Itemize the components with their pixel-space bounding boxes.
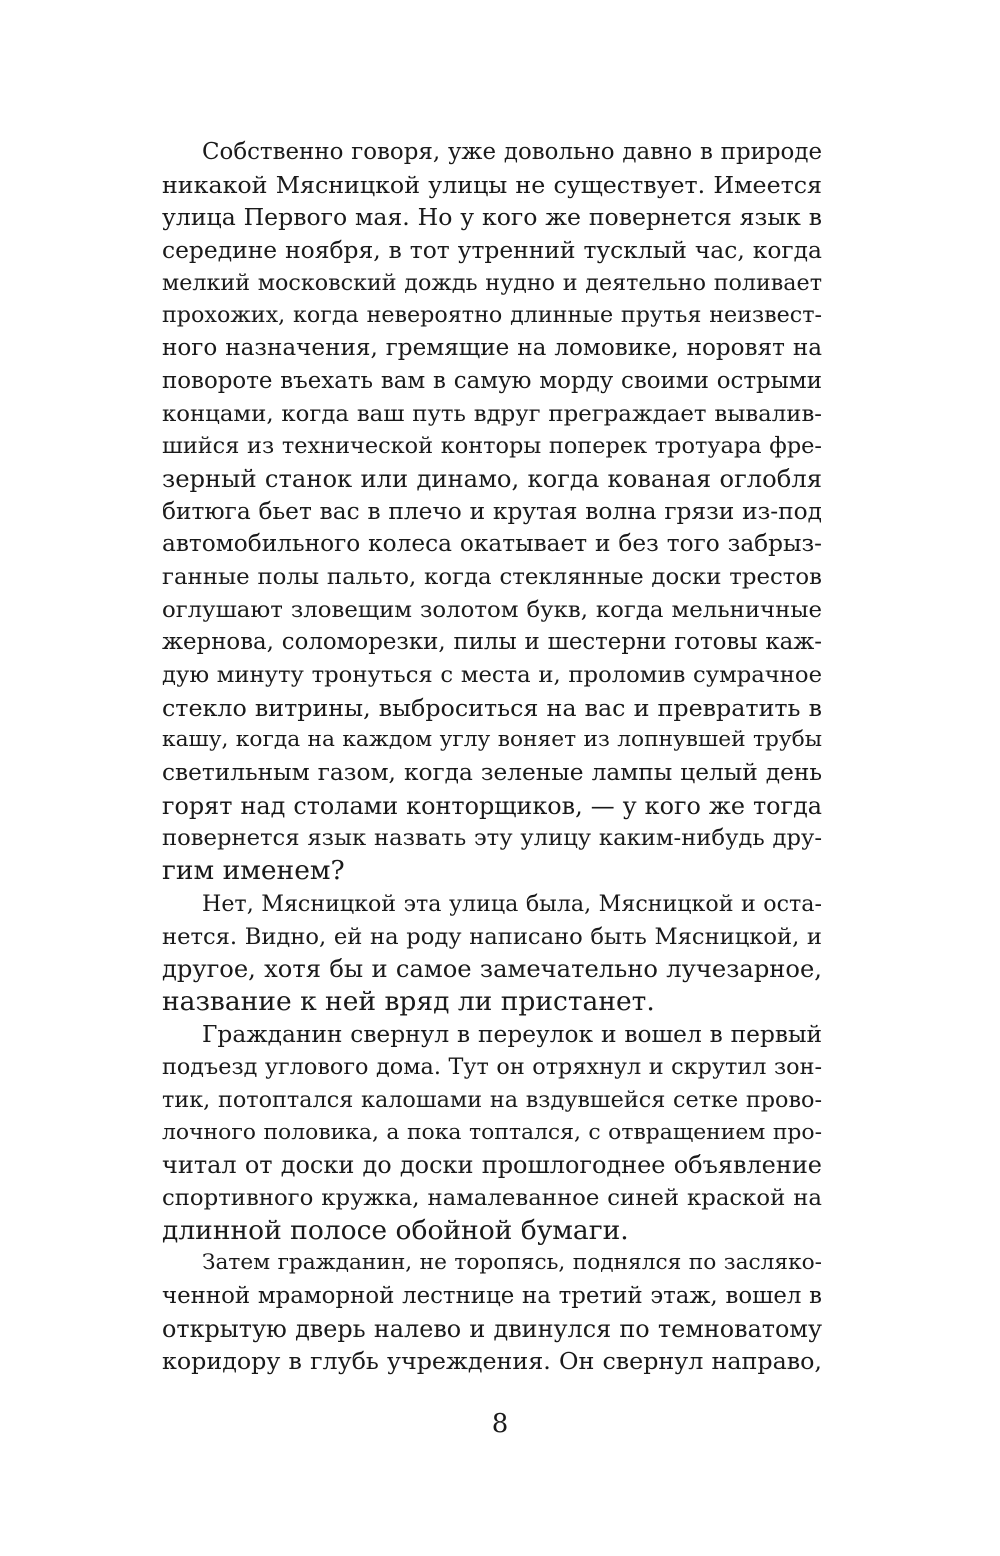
text-line: ченной мраморной лестнице на третий этаж, вошел в	[162, 1283, 822, 1310]
paragraph	[162, 888, 822, 1019]
text-line: спортивного кружка, намалеванное синей краской на	[162, 1185, 822, 1211]
text-line: прохожих, когда невероятно длинные прутья неизвест-	[162, 302, 822, 329]
text-line: зерный станок или динамо, когда кованая оглобля	[162, 464, 822, 493]
text-line: гим именем?	[162, 855, 345, 887]
text-line: Затем гражданин, не торопясь, поднялся по засляко-	[202, 1250, 822, 1276]
text-line: мелкий московский дождь нудно и деятельно поливает	[162, 269, 822, 296]
text-line: длинной полосе обойной бумаги.	[162, 1214, 629, 1246]
text-line: коридору в глубь учреждения. Он свернул направо,	[162, 1347, 822, 1376]
text-line: Нет, Мясницкой эта улица была, Мясницкой и оста-	[202, 890, 822, 917]
text-line: никакой Мясницкой улицы не существует. Имеется	[162, 170, 822, 199]
text-line: шийся из технической конторы поперек тротуара фре-	[162, 433, 822, 460]
text-line: стекло витрины, выброситься на вас и превратить в	[162, 693, 822, 722]
text-line: горят над столами конторщиков, — у кого же тогда	[162, 791, 822, 820]
page-number: 8	[491, 1409, 509, 1439]
text-line: Гражданин свернул в переулок и вошел в первый	[202, 1020, 822, 1048]
text-line: концами, когда ваш путь вдруг преграждает вывалив-	[162, 400, 822, 427]
text-line: кашу, когда на каждом углу воняет из лопнувшей трубы	[162, 727, 822, 753]
text-line: автомобильного колеса окатывает и без того забрыз-	[162, 530, 822, 558]
paragraph	[162, 1247, 822, 1378]
paragraph	[162, 1019, 822, 1248]
text-line: другое, хотя бы и самое замечательно лучезарное,	[162, 955, 822, 984]
body-text	[162, 136, 822, 1378]
text-line: битюга бьет вас в плечо и крутая волна грязи из-под	[162, 497, 822, 525]
text-line: середине ноября, в тот утренний тусклый час, когда	[162, 236, 822, 265]
text-line: улица Первого мая. Но у кого же повернется язык в	[162, 203, 822, 232]
text-line: жернова, соломорезки, пилы и шестерни готовы каж-	[162, 629, 822, 656]
text-line: повороте въехать вам в самую морду своими острыми	[162, 367, 822, 394]
text-line: оглушают зловещим золотом букв, когда мельничные	[162, 596, 822, 623]
text-line: ного назначения, гремящие на ломовике, норовят на	[162, 335, 822, 362]
text-line: читал от доски до доски прошлогоднее объявление	[162, 1151, 822, 1180]
text-line: тик, потоптался калошами на вздувшейся сетке прово-	[162, 1086, 822, 1113]
text-line: открытую дверь налево и двинулся по темноватому	[162, 1314, 822, 1343]
text-line: лочного половика, а пока топтался, с отвращением про-	[162, 1119, 822, 1145]
text-line: повернется язык назвать эту улицу каким-нибудь дру-	[162, 825, 822, 852]
text-line: название к ней вряд ли пристанет.	[162, 985, 655, 1017]
text-line: ганные полы пальто, когда стеклянные доски трестов	[162, 563, 822, 590]
text-line: дую минуту тронуться с места и, проломив сумрачное	[162, 662, 822, 688]
text-line: нется. Видно, ей на роду написано быть Мясницкой, и	[162, 923, 822, 950]
text-line: Собственно говоря, уже довольно давно в природе	[202, 139, 822, 165]
text-line: подъезд углового дома. Тут он отряхнул и скрутил зон-	[162, 1054, 822, 1081]
paragraph	[162, 136, 822, 888]
text-line: светильным газом, когда зеленые лампы целый день	[162, 759, 822, 787]
